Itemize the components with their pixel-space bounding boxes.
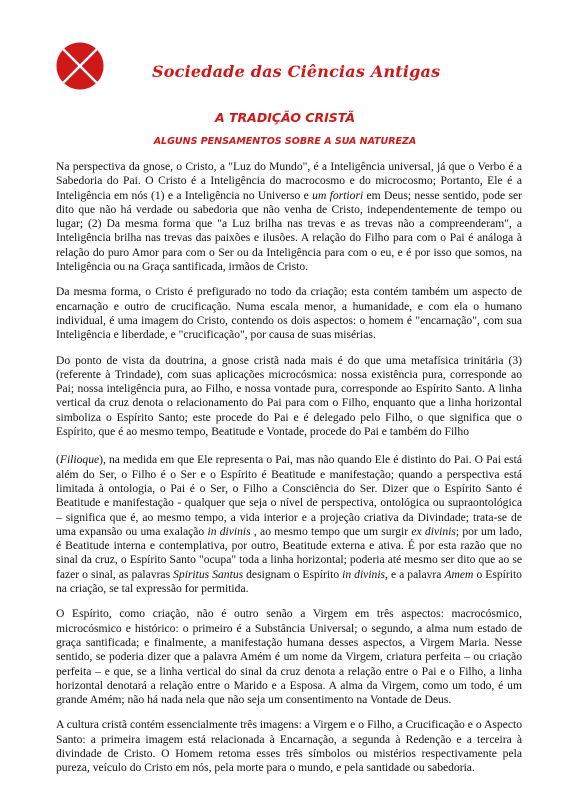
italic-term: ex divinis — [411, 524, 456, 538]
italic-term: um fortiori — [312, 188, 364, 202]
paragraph — [56, 453, 522, 596]
text-run: ( — [56, 453, 60, 467]
document-title: A TRADIÇÃO CRISTÃ — [214, 110, 355, 125]
italic-term: Amem — [444, 567, 474, 581]
text-run: em Deus; nesse sentido, pode ser dito que não há verdade ou sabedoria que não venha de Cristo, independentemente de tempo ou lugar; (2) Da mesma forma que "a Luz brilha nas trevas e as trevas não a compreenderam", a Inteligência brilha nas trevas das paixões e ilusões. A relação do Filho para com o Pai é análoga à relação do puro Amor para com o Ser ou da Inteligência para com o eu, e é por isso que somos, na Inteligência ou na Graça santificada, irmãos de Cristo. — [56, 188, 522, 274]
document-body — [56, 160, 522, 787]
document-subtitle: ALGUNS PENSAMENTOS SOBRE A SUA NATUREZA — [153, 136, 417, 147]
text-run: A cultura cristã contém essencialmente três imagens: a Virgem e o Filho, a Crucificação e o Aspecto Santo: a primeira imagem está relacionada à Encarnação, a segunda à Redenção e a terceira à divindade de Cristo. O Homem retoma esses três símbolos ou mistérios respectivamente pela pureza, veículo do Cristo em nós, pela morte para o mundo, e pela santidade ou sabedoria. — [56, 718, 522, 775]
text-run: designam o Espírito — [243, 567, 343, 581]
paragraph — [56, 607, 522, 707]
text-run: Na perspectiva da gnose, o Cristo, a "Luz do Mundo", é a Inteligência universal, já que o Verbo é a Sabedoria do Pai. O Cristo é a Inteligência do macrocosmo e do microcosmo; Portanto, Ele é a Inteligência em nós (1) e a Inteligência no Universo e — [56, 160, 522, 202]
paragraph — [56, 160, 522, 274]
text-run: o Espírito na criação, se tal expressão for permitida. — [56, 567, 522, 596]
paragraph — [56, 285, 522, 342]
italic-term: Spiritus Santus — [173, 567, 244, 581]
text-run: , e a palavra — [385, 567, 445, 581]
text-run: ; por um lado, é Beatitude interna e contemplativa, por outro, Beatitude externa e ativa. É por esta razão que no sinal da cruz, o Espírito Santo "ocupa" toda a linha horizontal; poderia até mesmo ser dito que ao se fazer o sinal, as palavras — [56, 524, 522, 581]
text-run: Da mesma forma, o Cristo é prefigurado no todo da criação; esta contém também um aspecto de encarnação e outro de crucificação. Numa escala menor, a humanidade, e com ela o humano individual, é uma imagem do Cristo, contendo os dois aspectos: o homem é "encarnação", com sua Inteligência e liberdade, e "crucificação", por causa de suas misérias. — [56, 285, 522, 342]
text-run: ), na medida em que Ele representa o Pai, mas não quando Ele é distinto do Pai. O Pai está além do Ser, o Filho é o Ser e o Espírito é Beatitude e manifestação; quando a perspectiva está limitada à ontologia, o Pai é o Ser, o Filho a Consciência do Ser. Dizer que o Espírito Santo é Beatitude e manifestação - qualquer que seja o nível de perspectiva, ontológica ou supraontológica – significa que é, ao mesmo tempo, a vida interior e a projeção criativa da Divindade; trata-se de uma expansão ou uma exalação — [56, 453, 522, 538]
text-run: O Espírito, como criação, não é outro senão a Virgem em três aspectos: macrocósmico, microcósmico e histórico: o primeiro é a Substância Universal; o segundo, a alma num estado de graça santificada; e finalmente, a manifestação humana desses aspectos, a Virgem Maria. Nesse sentido, se poderia dizer que a palavra Amém é um nome da Virgem, criatura perfeita – ou criação perfeita – e que, se a linha vertical do sinal da cruz denota a relação entre o Pai e o Filho, a linha horizontal denotará a relação entre o Marido e a Esposa. A alma da Virgem, como um todo, é um grande Amém; não há nada nela que não seja um consentimento na Vontade de Deus. — [56, 607, 522, 707]
text-run: Do ponto de vista da doutrina, a gnose cristã nada mais é do que uma metafísica trinitária (3) (referente à Trindade), com suas aplicações microcósmica: nossa existência pura, corresponde ao Pai; nossa inteligência pura, ao Filho, e nossa vontade pura, corresponde ao Espírito Santo. A linha vertical da cruz denota o relacionamento do Pai para com o Filho, enquanto que a linha horizontal simboliza o Espírito Santo; este procede do Pai e é delegado pelo Filho, o que significa que o Espírito, que é ao mesmo tempo, Beatitude e Vontade, procede do Pai e também do Filho — [56, 353, 522, 439]
red-cross-pattee-icon — [56, 42, 104, 90]
italic-term: Filioque — [59, 453, 100, 467]
paragraph — [56, 718, 522, 775]
paragraph — [56, 354, 522, 440]
society-name: Sociedade das Ciências Antigas — [152, 62, 441, 81]
italic-term: in divinis — [207, 524, 251, 538]
text-run: , ao mesmo tempo que um surgir — [250, 524, 412, 538]
italic-term: in divinis — [342, 567, 386, 581]
